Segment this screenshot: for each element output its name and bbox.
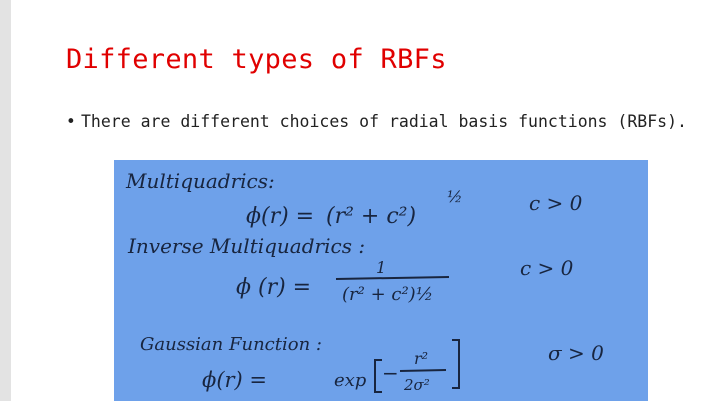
gaussian-numerator: r² <box>414 349 429 368</box>
slide <box>11 0 718 401</box>
inverse-multiquadrics-condition: c > 0 <box>520 256 574 280</box>
multiquadrics-rhs: (r² + c²) <box>326 204 417 229</box>
gaussian-right-bracket <box>452 340 459 388</box>
inverse-multiquadrics-lhs: ϕ (r) = <box>236 275 312 300</box>
multiquadrics-condition: c > 0 <box>529 191 583 215</box>
handwritten-board-image <box>114 160 648 401</box>
bullet-point <box>66 112 706 131</box>
bullet-dot: • <box>66 112 76 131</box>
gaussian-condition: σ > 0 <box>548 341 604 365</box>
inverse-multiquadrics-denominator: (r² + c²)½ <box>342 284 434 305</box>
bullet-text: There are different choices of radial basis functions (RBFs). <box>81 112 687 131</box>
slide-title: Different types of RBFs <box>66 44 447 75</box>
gaussian-denominator: 2σ² <box>404 376 430 394</box>
gaussian-left-bracket <box>375 360 382 392</box>
gaussian-heading: Gaussian Function : <box>140 334 322 355</box>
inverse-fraction-bar <box>336 277 449 279</box>
inverse-multiquadrics-heading: Inverse Multiquadrics : <box>128 234 366 258</box>
gaussian-lhs: ϕ(r) = <box>202 368 268 392</box>
multiquadrics-lhs: ϕ(r) = <box>246 204 315 229</box>
multiquadrics-exponent: ½ <box>447 187 463 206</box>
board-drawing <box>114 160 648 401</box>
inverse-multiquadrics-numerator: 1 <box>376 258 387 277</box>
gaussian-minus: − <box>382 361 399 385</box>
gaussian-exp: exp <box>334 370 367 391</box>
multiquadrics-heading: Multiquadrics: <box>126 169 275 193</box>
gaussian-fraction-bar <box>400 370 446 371</box>
